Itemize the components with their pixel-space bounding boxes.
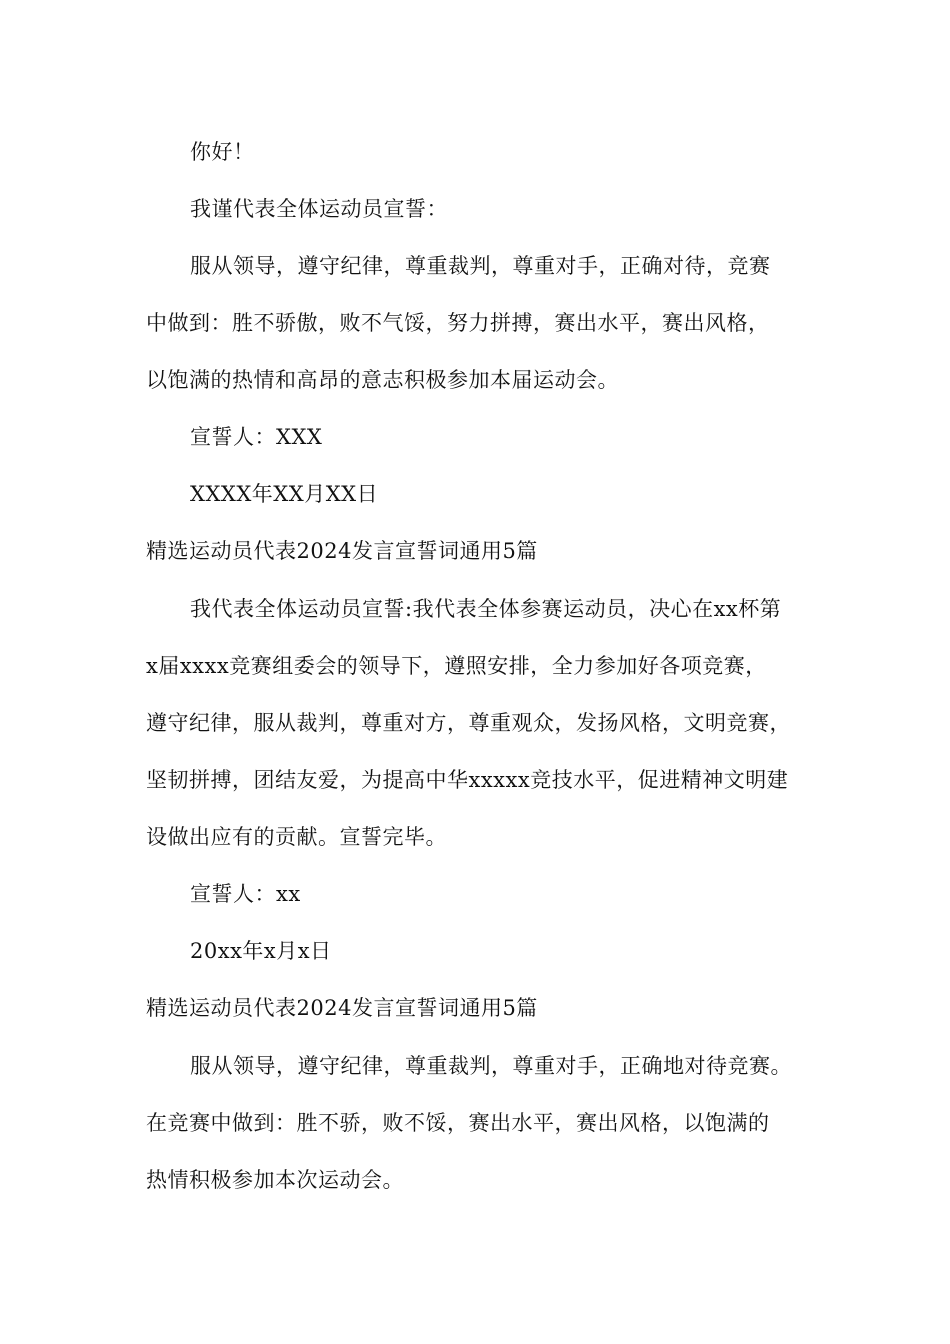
paragraph-line: 坚韧拼搏，团结友爱，为提高中华xxxxx竞技水平，促进精神文明建: [146, 768, 789, 792]
paragraph-line: 我代表全体运动员宣誓:我代表全体参赛运动员，决心在xx杯第: [190, 597, 782, 621]
signatory-line: 宣誓人：XXX: [190, 425, 323, 449]
paragraph-line: 服从领导，遵守纪律，尊重裁判，尊重对手，正确对待，竞赛: [190, 254, 771, 278]
date-line: XXXX年XX月XX日: [190, 482, 379, 506]
oath-intro-line: 我谨代表全体运动员宣誓：: [190, 197, 448, 221]
paragraph-line: 中做到：胜不骄傲，败不气馁，努力拼搏，赛出水平，赛出风格，: [146, 311, 770, 335]
paragraph-line: 设做出应有的贡献。宣誓完毕。: [146, 825, 447, 849]
paragraph-line: x届xxxx竞赛组委会的领导下，遵照安排，全力参加好各项竞赛，: [146, 654, 767, 678]
section-heading: 精选运动员代表2024发言宣誓词通用5篇: [146, 539, 538, 563]
paragraph-line: 服从领导，遵守纪律，尊重裁判，尊重对手，正确地对待竞赛。: [190, 1054, 792, 1078]
paragraph-line: 在竞赛中做到：胜不骄，败不馁，赛出水平，赛出风格，以饱满的: [146, 1111, 770, 1135]
paragraph-line: 热情积极参加本次运动会。: [146, 1168, 404, 1192]
date-line: 20xx年x月x日: [190, 939, 332, 963]
paragraph-line: 以饱满的热情和高昂的意志积极参加本届运动会。: [146, 368, 619, 392]
signatory-line: 宣誓人：xx: [190, 882, 301, 906]
paragraph-line: 遵守纪律，服从裁判，尊重对方，尊重观众，发扬风格，文明竞赛，: [146, 711, 791, 735]
section-heading: 精选运动员代表2024发言宣誓词通用5篇: [146, 996, 538, 1020]
greeting-line: 你好！: [190, 140, 255, 164]
